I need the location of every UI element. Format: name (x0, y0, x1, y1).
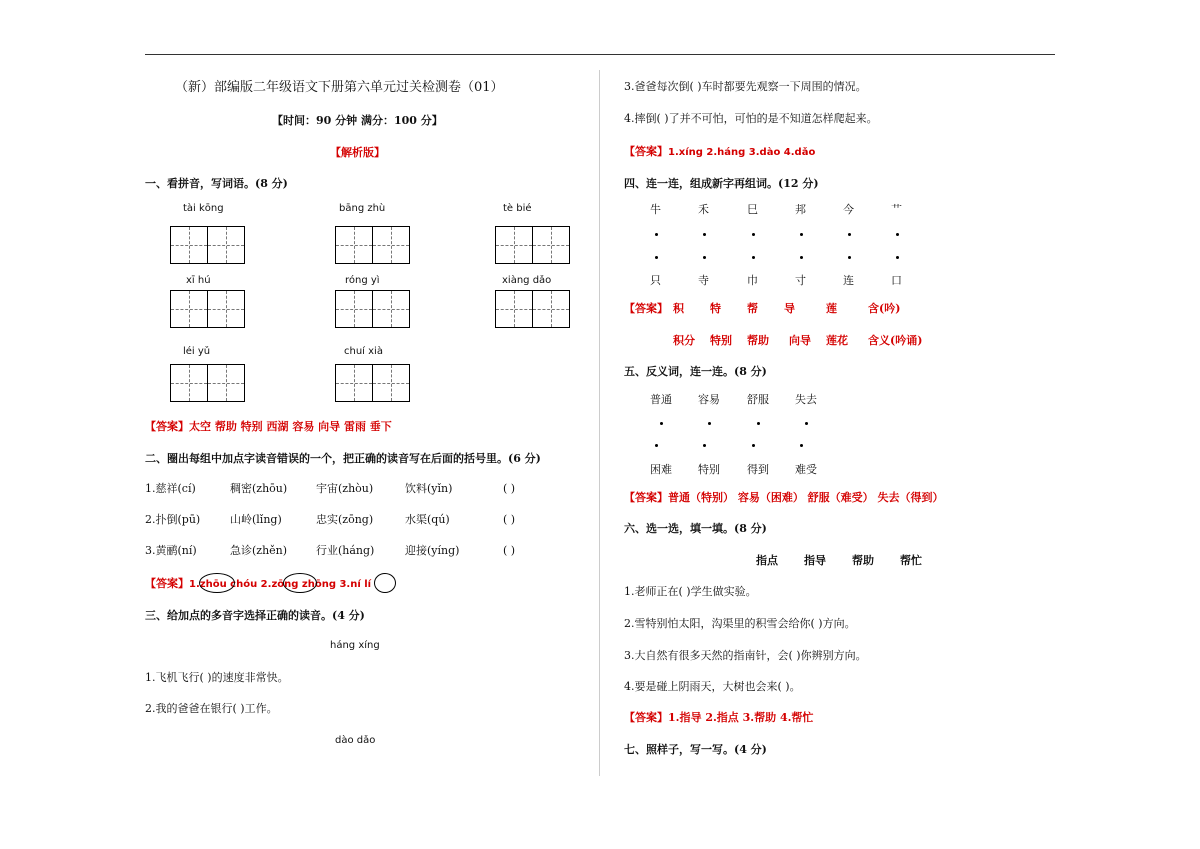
q4-answer-word: 帮助 (747, 334, 769, 347)
q6-heading: 六、选一选，填一填。(8 分) (624, 522, 767, 535)
q1-writing-grid-5[interactable] (335, 290, 410, 328)
q2-row-1-c: 宇宙(zhòu) (316, 482, 374, 495)
q1-writing-grid-8[interactable] (335, 364, 410, 402)
q7-heading: 七、照样子，写一写。(4 分) (624, 743, 767, 756)
q2-row-3-paren[interactable]: ( ) (503, 544, 516, 557)
q4-answer-char: 莲 (826, 302, 837, 315)
q1-heading: 一、看拼音，写词语。(8 分) (145, 177, 288, 190)
q4-answer-word: 向导 (789, 334, 811, 347)
q3-sentence-2: 2.我的爸爸在银行( )工作。 (145, 702, 278, 715)
q3-heading: 三、给加点的多音字选择正确的读音。(4 分) (145, 609, 365, 622)
exam-meta: 【时间：90 分钟 满分：100 分】 (272, 114, 443, 127)
q2-row-2-c: 忠实(zōng) (316, 513, 374, 526)
q1-answer (145, 421, 392, 432)
column-divider (599, 70, 600, 776)
q5-bottom-word: 得到 (747, 463, 769, 476)
q5-bottom-word: 难受 (795, 463, 817, 476)
q1-pinyin-7: léi yǔ (183, 346, 211, 357)
q1-pinyin-3: tè bié (503, 203, 532, 214)
answer-text: 1.xíng 2.háng 3.dào 4.dǎo (668, 147, 816, 158)
q4-connect-dot[interactable] (848, 256, 851, 259)
q4-connect-dot[interactable] (848, 233, 851, 236)
q1-writing-grid-7[interactable] (170, 364, 245, 402)
q5-top-word: 舒服 (747, 393, 769, 406)
q1-writing-grid-3[interactable] (495, 226, 570, 264)
answer-tag: 【答案】 (145, 420, 189, 433)
q4-connect-dot[interactable] (752, 256, 755, 259)
q4-answer-char: 特 (710, 302, 721, 315)
q1-pinyin-2: bāng zhù (339, 203, 386, 214)
answer-circle-mark (199, 573, 235, 593)
q2-row-3-b: 急诊(zhěn) (230, 544, 288, 557)
q1-pinyin-6: xiàng dǎo (502, 275, 552, 286)
q6-option: 帮助 (852, 554, 874, 567)
q4-bottom-char: 寺 (698, 274, 709, 287)
q2-answer (145, 578, 371, 590)
q4-answer-word: 莲花 (826, 334, 848, 347)
q4-connect-dot[interactable] (896, 256, 899, 259)
q4-answer-word: 含义(吟诵) (868, 334, 923, 347)
q6-sentence-3: 3.大自然有很多天然的指南针，会( )你辨别方向。 (624, 649, 867, 662)
q4-top-char: 禾 (698, 203, 709, 216)
q4-bottom-char: 连 (843, 274, 854, 287)
q4-top-char: 邦 (795, 203, 806, 216)
q2-row-1-b: 稠密(zhōu) (230, 482, 288, 495)
q5-connect-dot[interactable] (708, 422, 711, 425)
q4-bottom-char: 只 (650, 274, 661, 287)
q4-bottom-char: 巾 (747, 274, 758, 287)
q2-row-2-a: 2.扑倒(pū) (145, 513, 201, 526)
q6-option: 指点 (756, 554, 778, 567)
q4-connect-dot[interactable] (800, 256, 803, 259)
q3-sentence-4: 4.摔倒( )了并不可怕，可怕的是不知道怎样爬起来。 (624, 112, 878, 125)
q6-sentence-1: 1.老师正在( )学生做实验。 (624, 585, 757, 598)
q2-row-1-a: 1.慈祥(cí) (145, 482, 196, 495)
q3-sentence-3: 3.爸爸每次倒( )车时都要先观察一下周围的情况。 (624, 80, 867, 93)
q4-connect-dot[interactable] (703, 256, 706, 259)
q3-answer (624, 146, 815, 158)
q4-connect-dot[interactable] (703, 233, 706, 236)
version-label: 【解析版】 (330, 146, 385, 159)
q1-writing-grid-4[interactable] (170, 290, 245, 328)
answer-text: 1.zhōu chóu 2.zōng zhōng 3.ní lí (189, 579, 372, 590)
page-title: （新）部编版二年级语文下册第六单元过关检测卷（01） (175, 80, 504, 95)
q4-top-char: 巳 (747, 203, 758, 216)
q5-heading: 五、反义词，连一连。(8 分) (624, 365, 767, 378)
q2-row-2-b: 山岭(lǐng) (230, 513, 282, 526)
q5-answer (624, 492, 944, 503)
q2-row-3-c: 行业(háng) (316, 544, 375, 557)
q2-heading: 二、圈出每组中加点字读音错误的一个，把正确的读音写在后面的括号里。(6 分) (145, 452, 541, 465)
q4-top-char: 今 (843, 203, 854, 216)
q1-writing-grid-2[interactable] (335, 226, 410, 264)
q4-answer-tag: 【答案】 (624, 302, 668, 315)
q4-answer-char: 帮 (747, 302, 758, 315)
answer-text: 1.指导 2.指点 3.帮助 4.帮忙 (668, 711, 814, 724)
q2-row-3-a: 3.黄鹂(ní) (145, 544, 197, 557)
q2-row-2-paren[interactable]: ( ) (503, 513, 516, 526)
answer-text: 太空 帮助 特别 西湖 容易 向导 雷雨 垂下 (189, 420, 392, 433)
q5-bottom-word: 特别 (698, 463, 720, 476)
q4-answer-char: 导 (784, 302, 795, 315)
answer-circle-mark (283, 573, 317, 593)
q5-connect-dot[interactable] (805, 422, 808, 425)
q5-connect-dot[interactable] (660, 422, 663, 425)
answer-tag: 【答案】 (145, 577, 189, 590)
q4-answer-word: 积分 (673, 334, 695, 347)
q5-bottom-word: 困难 (650, 463, 672, 476)
q4-heading: 四、连一连，组成新字再组词。(12 分) (624, 177, 819, 190)
q2-row-3-d: 迎接(yíng) (405, 544, 460, 557)
q3-options-2: dào dǎo (335, 735, 376, 746)
q4-connect-dot[interactable] (800, 233, 803, 236)
q5-top-word: 普通 (650, 393, 672, 406)
answer-tag: 【答案】 (624, 491, 668, 504)
q4-answer-char: 含(吟) (868, 302, 901, 315)
answer-tag: 【答案】 (624, 711, 668, 724)
q4-connect-dot[interactable] (896, 233, 899, 236)
q5-connect-dot[interactable] (655, 444, 658, 447)
answer-circle-mark (374, 573, 396, 593)
q6-sentence-4: 4.要是碰上阴雨天，大树也会来( )。 (624, 680, 801, 693)
q2-row-1-d: 饮料(yǐn) (405, 482, 453, 495)
q3-sentence-1: 1.飞机飞行( )的速度非常快。 (145, 671, 289, 684)
answer-text: 普通（特别） 容易（困难） 舒服（难受） 失去（得到） (668, 491, 944, 504)
q6-answer (624, 712, 813, 723)
q1-pinyin-1: tài kōng (183, 203, 224, 214)
q4-answer-char: 积 (673, 302, 684, 315)
q4-connect-dot[interactable] (655, 233, 658, 236)
q5-connect-dot[interactable] (752, 444, 755, 447)
q4-connect-dot[interactable] (655, 256, 658, 259)
q3-options-1: háng xíng (330, 640, 380, 651)
q5-connect-dot[interactable] (703, 444, 706, 447)
q1-writing-grid-1[interactable] (170, 226, 245, 264)
q1-pinyin-4: xī hú (186, 275, 211, 286)
q5-connect-dot[interactable] (757, 422, 760, 425)
q1-pinyin-8: chuí xià (344, 346, 383, 357)
q4-connect-dot[interactable] (752, 233, 755, 236)
q5-top-word: 容易 (698, 393, 720, 406)
q5-connect-dot[interactable] (800, 444, 803, 447)
q5-top-word: 失去 (795, 393, 817, 406)
q4-bottom-char: 口 (891, 274, 902, 287)
q4-top-char: 牛 (650, 203, 661, 216)
q2-row-2-d: 水渠(qú) (405, 513, 450, 526)
top-rule (145, 54, 1055, 55)
q4-answer-word: 特别 (710, 334, 732, 347)
q6-option: 指导 (804, 554, 826, 567)
q6-sentence-2: 2.雪特别怕太阳，沟渠里的积雪会给你( )方向。 (624, 617, 856, 630)
q1-writing-grid-6[interactable] (495, 290, 570, 328)
answer-tag: 【答案】 (624, 145, 668, 158)
q4-bottom-char: 寸 (795, 274, 806, 287)
q6-option: 帮忙 (900, 554, 922, 567)
q2-row-1-paren[interactable]: ( ) (503, 482, 516, 495)
q1-pinyin-5: róng yì (345, 275, 380, 286)
q4-top-char: 艹 (891, 203, 902, 216)
